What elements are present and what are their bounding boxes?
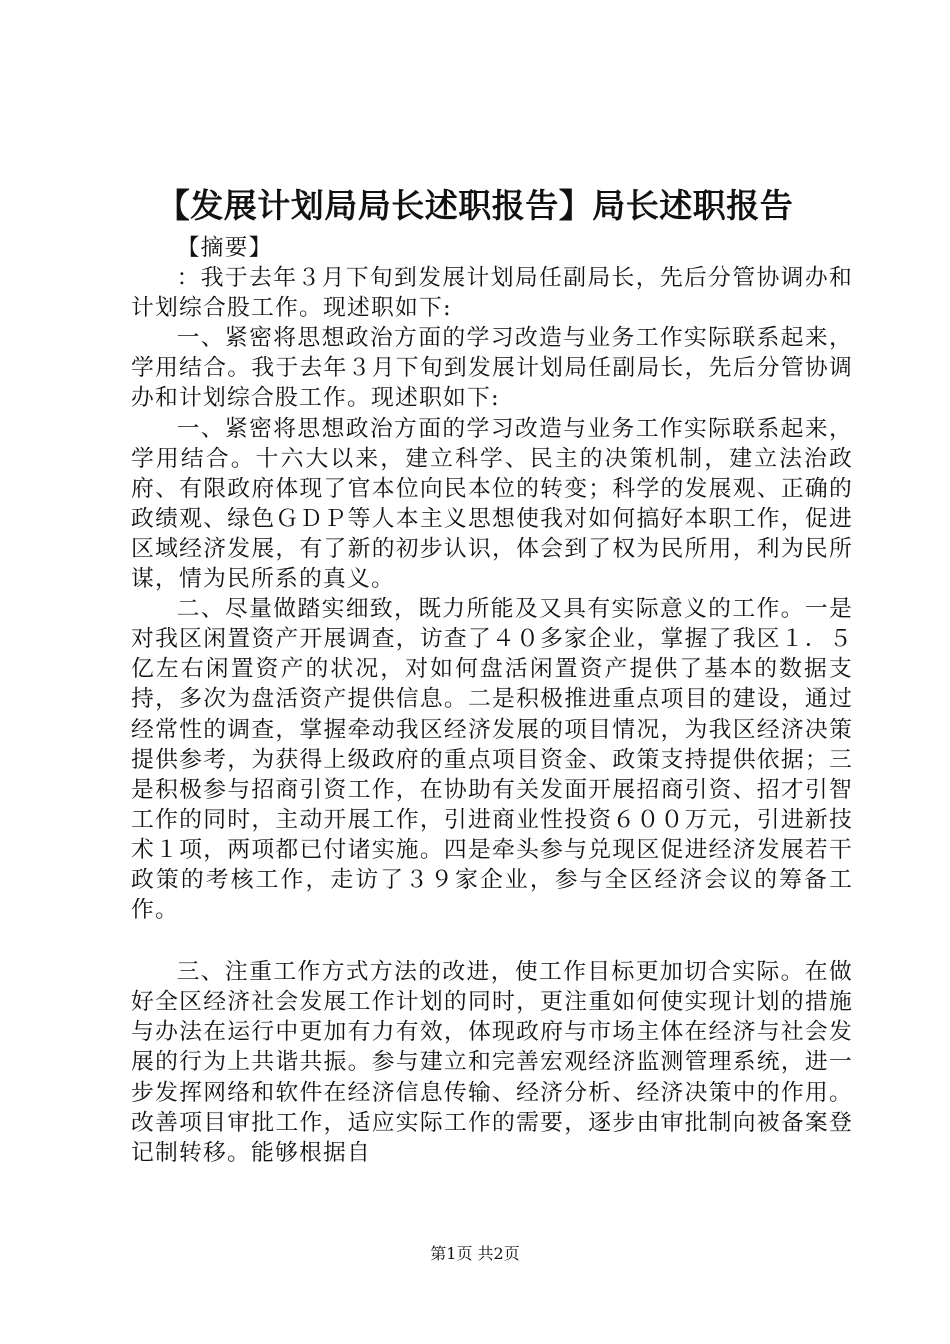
paragraph-section-1-repeat: 一、紧密将思想政治方面的学习改造与业务工作实际联系起来，学用结合。我于去年３月下旬到发展计划局任副局长，先后分管协调办和计划综合股工作。现述职如下:: [131, 325, 853, 412]
page-title: 【发展计划局局长述职报告】局长述职报告: [156, 186, 794, 225]
abstract-label: 【摘要】: [176, 235, 273, 261]
document-body: [131, 233, 853, 1168]
paragraph-section-2: 二、尽量做踏实细致，既力所能及又具有实际意义的工作。一是对我区闲置资产开展调查，访查了４０多家企业，掌握了我区１．５亿左右闲置资产的状况，对如何盘活闲置资产提供了基本的数据支持，多次为盘活资产提供信息。二是积极推进重点项目的建设，通过经常性的调查，掌握牵动我区经济发展的项目情况，为我区经济决策提供参考，为获得上级政府的重点项目资金、政策支持提供依据；三是积极参与招商引资工作，在协助有关发面开展招商引资、招才引智工作的同时，主动开展工作，引进商业性投资６００万元，引进新技术１项，两项都已付诸实施。四是牵头参与兑现区促进经济发展若干政策的考核工作，走访了３９家企业，参与全区经济会议的筹备工作。: [131, 596, 853, 924]
paragraph-intro: ：我于去年３月下旬到发展计划局任副局长，先后分管协调办和计划综合股工作。现述职如下:: [131, 265, 853, 322]
paragraph-section-3: 三、注重工作方式方法的改进，使工作目标更加切合实际。在做好全区经济社会发展工作计划的同时，更注重如何使实现计划的措施与办法在运行中更加有力有效，体现政府与市场主体在经济与社会发展的行为上共谐共振。参与建立和完善宏观经济监测管理系统，进一步发挥网络和软件在经济信息传输、经济分析、经济决策中的作用。改善项目审批工作，适应实际工作的需要，逐步由审批制向被备案登记制转移。能够根据自: [131, 959, 853, 1166]
paragraph-section-1: 一、紧密将思想政治方面的学习改造与业务工作实际联系起来，学用结合。十六大以来，建立科学、民主的决策机制，建立法治政府、有限政府体现了官本位向民本位的转变；科学的发展观、正确的政绩观、绿色ＧＤＰ等人本主义思想使我对如何搞好本职工作，促进区域经济发展，有了新的初步认识，体会到了权为民所用，利为民所谋，情为民所系的真义。: [131, 415, 853, 593]
paragraph-spacer: [131, 925, 853, 957]
page-footer: 第1页 共2页: [430, 1244, 520, 1263]
